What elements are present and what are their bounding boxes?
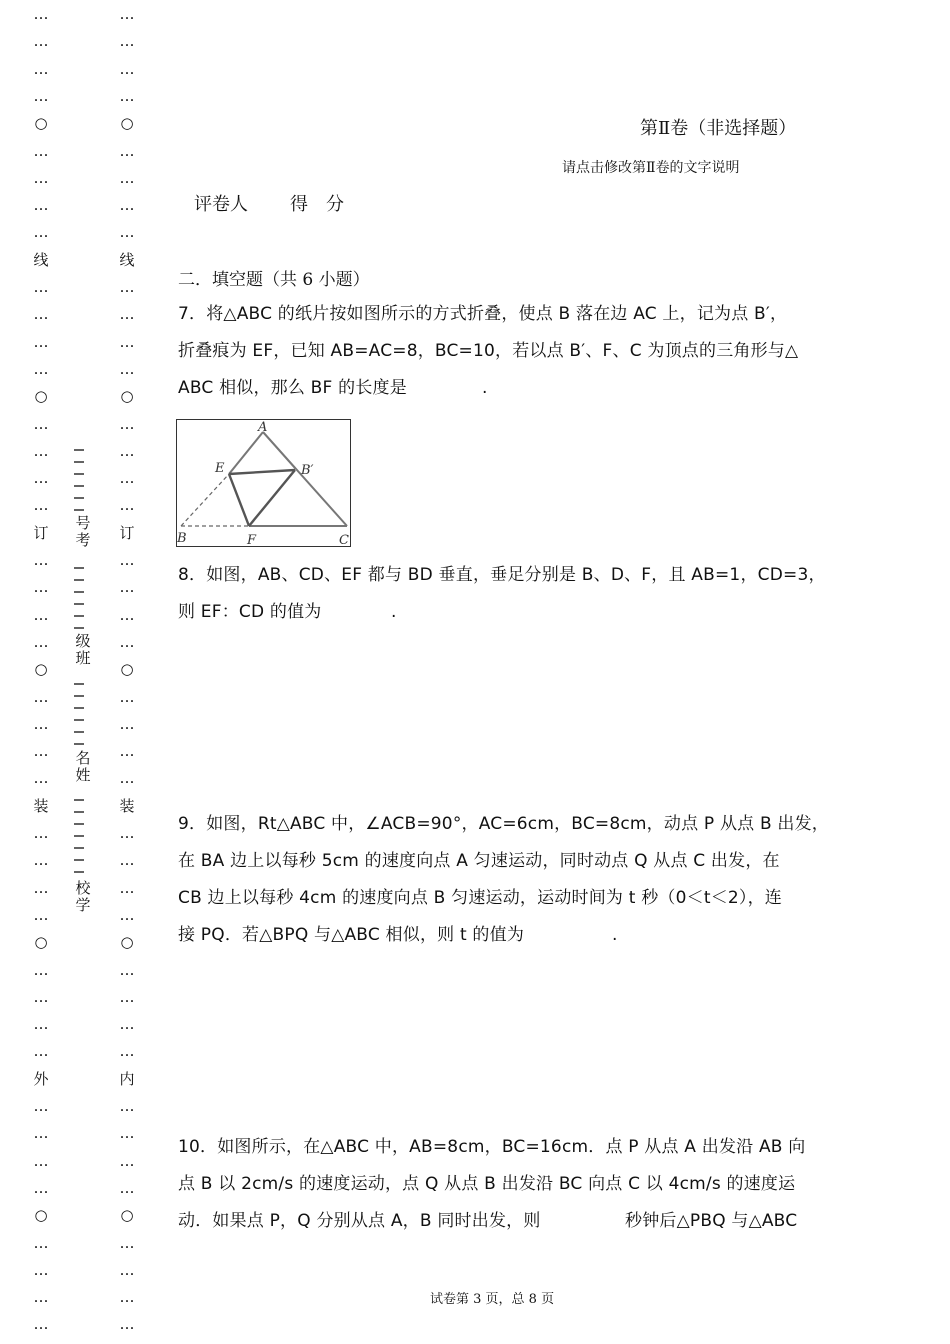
margin-mark: … <box>119 1315 135 1334</box>
margin-mark: … <box>119 59 135 78</box>
q10-line-3a: 动．如果点 P，Q 分别从点 A，B 同时出发，则 <box>178 1211 541 1231</box>
q9-line-3: CB 边上以每秒 4cm 的速度向点 B 匀速运动，运动时间为 t 秒（0＜t＜2），连 <box>178 888 783 908</box>
margin-mark: … <box>33 1288 49 1307</box>
q7-line-1: 7．将△ABC 的纸片按如图所示的方式折叠，使点 B 落在边 AC 上，记为点 B′， <box>178 304 788 324</box>
label-F: F <box>247 533 257 548</box>
margin-mark: … <box>33 578 49 597</box>
margin-mark: … <box>33 960 49 979</box>
margin-mark: … <box>33 1015 49 1034</box>
margin-mark: … <box>33 1097 49 1115</box>
margin-mark: … <box>33 987 49 1006</box>
field-exam-number-label: 号 考 <box>75 514 91 549</box>
q9-line-1: 9．如图，Rt△ABC 中，∠ACB=90°，AC=6cm，BC=8cm，动点 P 从点 B 出发， <box>178 814 830 834</box>
label-B: B <box>177 531 187 546</box>
margin-mark: … <box>119 305 135 324</box>
margin-mark: … <box>33 305 49 324</box>
margin-mark: … <box>119 196 135 215</box>
margin-mark: … <box>119 551 135 569</box>
margin-mark: … <box>33 714 49 733</box>
margin-mark: 装 <box>119 796 135 815</box>
field-fill-lines <box>70 440 86 910</box>
field-school-label: 校 学 <box>75 879 91 914</box>
margin-mark: … <box>119 605 135 624</box>
margin-mark: … <box>33 1233 49 1252</box>
margin-mark: … <box>33 905 49 924</box>
field-class-label: 级 班 <box>75 632 91 667</box>
margin-mark: 内 <box>119 1069 135 1088</box>
margin-mark: ○ <box>120 114 134 133</box>
q7-line-2: 折叠痕为 EF，已知 AB=AC=8，BC=10，若以点 B′、F、C 为顶点的三角形与△ <box>178 341 799 361</box>
grader-label: 评卷人 <box>194 194 248 215</box>
margin-mark: … <box>33 824 49 842</box>
fill-in-section-title: 二．填空题（共 6 小题） <box>178 270 370 290</box>
margin-mark: … <box>119 1151 135 1170</box>
margin-mark: … <box>33 1151 49 1170</box>
margin-mark: ○ <box>34 933 48 952</box>
q10-line-2: 点 B 以 2cm/s 的速度运动，点 Q 从点 B 出发沿 BC 向点 C 以 4cm/s 的速度运 <box>178 1174 796 1194</box>
margin-mark: … <box>33 496 49 515</box>
margin-mark: … <box>119 687 135 706</box>
q9-line-4: 接 PQ．若△BPQ 与△ABC 相似，则 t 的值为 <box>178 925 525 945</box>
margin-mark: … <box>119 1260 135 1279</box>
margin-mark: … <box>119 141 135 160</box>
margin-mark: … <box>119 769 135 788</box>
margin-mark: … <box>119 332 135 351</box>
margin-mark: ○ <box>120 1206 134 1225</box>
q9-answer-end: . <box>612 925 618 945</box>
q8-answer-end: . <box>391 602 397 622</box>
label-B-prime: B′ <box>301 463 314 478</box>
q7-line-3: ABC 相似，那么 BF 的长度是 <box>178 378 407 398</box>
margin-mark: … <box>33 1260 49 1279</box>
margin-mark: … <box>33 141 49 160</box>
margin-mark: … <box>119 32 135 51</box>
margin-mark: … <box>119 987 135 1006</box>
page-footer: 试卷第 3 页，总 8 页 <box>430 1292 555 1307</box>
margin-mark: ○ <box>120 933 134 952</box>
margin-mark: … <box>33 223 49 242</box>
margin-mark: … <box>33 1124 49 1143</box>
label-A: A <box>258 420 268 435</box>
margin-mark: … <box>119 223 135 242</box>
margin-mark: … <box>33 278 49 296</box>
margin-mark: … <box>33 196 49 215</box>
margin-mark: … <box>119 1288 135 1307</box>
q7-answer-end: . <box>482 378 488 398</box>
label-E: E <box>215 461 225 476</box>
margin-mark: … <box>119 441 135 460</box>
margin-mark: … <box>33 1315 49 1334</box>
score-label: 得 分 <box>290 194 344 215</box>
margin-mark: … <box>119 878 135 897</box>
section-instruction[interactable]: 请点击修改第Ⅱ卷的文字说明 <box>562 160 740 176</box>
q8-line-2: 则 EF：CD 的值为 <box>178 602 322 622</box>
margin-mark: ○ <box>34 660 48 679</box>
margin-mark: ○ <box>120 387 134 406</box>
margin-mark: … <box>119 496 135 515</box>
margin-mark: … <box>33 769 49 788</box>
margin-mark: … <box>33 742 49 761</box>
margin-mark: … <box>119 824 135 842</box>
margin-mark: ○ <box>120 660 134 679</box>
margin-mark: … <box>119 1097 135 1115</box>
margin-mark: … <box>33 551 49 569</box>
q8-line-1: 8．如图，AB、CD、EF 都与 BD 垂直，垂足分别是 B、D、F，且 AB=1，CD=3， <box>178 565 826 585</box>
field-name-label: 名 姓 <box>75 749 91 784</box>
margin-mark: 装 <box>33 796 49 815</box>
margin-mark: … <box>33 332 49 351</box>
margin-mark: … <box>119 414 135 433</box>
margin-mark: 线 <box>119 250 135 269</box>
margin-mark: … <box>33 851 49 870</box>
margin-mark: … <box>119 359 135 378</box>
margin-mark: … <box>33 878 49 897</box>
margin-mark: … <box>33 5 49 23</box>
margin-mark: … <box>119 1178 135 1197</box>
margin-mark: … <box>119 469 135 488</box>
section-heading: 第Ⅱ卷（非选择题） <box>640 118 797 139</box>
margin-mark: … <box>33 59 49 78</box>
margin-mark: … <box>33 32 49 51</box>
margin-mark: … <box>119 5 135 23</box>
margin-mark: … <box>119 742 135 761</box>
q9-line-2: 在 BA 边上以每秒 5cm 的速度向点 A 匀速运动，同时动点 Q 从点 C 出发，在 <box>178 851 780 871</box>
margin-mark: … <box>119 851 135 870</box>
margin-mark: … <box>33 86 49 105</box>
margin-mark: … <box>119 278 135 296</box>
margin-mark: … <box>119 86 135 105</box>
label-C: C <box>339 533 349 548</box>
margin-mark: … <box>119 1015 135 1034</box>
margin-mark: … <box>119 905 135 924</box>
margin-mark: … <box>33 441 49 460</box>
margin-mark: … <box>33 632 49 651</box>
margin-mark: ○ <box>34 114 48 133</box>
margin-mark: … <box>33 469 49 488</box>
folded-triangle-diagram <box>177 420 352 548</box>
margin-mark: … <box>119 1042 135 1061</box>
margin-mark: … <box>119 960 135 979</box>
margin-mark: … <box>119 578 135 597</box>
margin-mark: … <box>33 168 49 187</box>
margin-mark: … <box>119 1233 135 1252</box>
margin-mark: 外 <box>33 1069 49 1088</box>
margin-mark: … <box>33 359 49 378</box>
q10-line-1: 10．如图所示，在△ABC 中，AB=8cm，BC=16cm．点 P 从点 A 出发沿 AB 向 <box>178 1137 806 1157</box>
margin-mark: … <box>33 605 49 624</box>
margin-mark: 订 <box>119 523 135 542</box>
margin-mark: … <box>33 687 49 706</box>
margin-mark: … <box>119 1124 135 1143</box>
margin-mark: … <box>33 414 49 433</box>
q10-line-3b: 秒钟后△PBQ 与△ABC <box>625 1211 798 1231</box>
margin-mark: … <box>119 632 135 651</box>
margin-mark: … <box>33 1178 49 1197</box>
margin-mark: ○ <box>34 387 48 406</box>
margin-mark: ○ <box>34 1206 48 1225</box>
margin-mark: 线 <box>33 250 49 269</box>
margin-mark: 订 <box>33 523 49 542</box>
margin-mark: … <box>33 1042 49 1061</box>
margin-mark: … <box>119 714 135 733</box>
margin-mark: … <box>119 168 135 187</box>
q7-figure <box>176 419 351 547</box>
